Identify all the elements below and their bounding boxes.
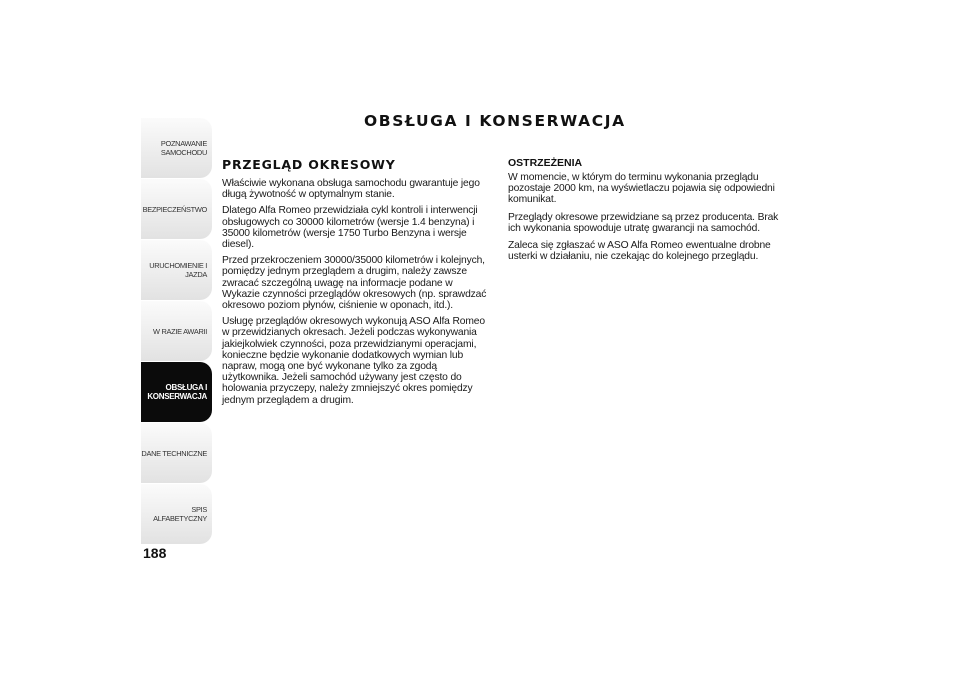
tab-uruchomienie-i-jazda[interactable] xyxy=(141,240,212,300)
paragraph: Dlatego Alfa Romeo przewidziała cykl kontroli i interwencji obsługowych co 30000 kilometrów (wersje 1.4 benzyna) i 35000 kilometrów (wersje 1750 Turbo Benzyna i wersje diesel). xyxy=(222,205,478,251)
tab-label: DANE TECHNICZNE xyxy=(141,448,207,458)
tab-label: OBSŁUGA I KONSERWACJA xyxy=(147,383,207,401)
maintenance-section xyxy=(222,157,492,411)
tab-label: POZNAWANIE SAMOCHODU xyxy=(160,139,207,157)
tab-dane-techniczne[interactable] xyxy=(141,423,212,483)
tab-label: SPIS ALFABETYCZNY xyxy=(153,505,207,523)
warning-heading: OSTRZEŻENIA xyxy=(508,157,583,169)
page-number: 188 xyxy=(143,545,167,561)
tab-label: BEZPIECZEŃSTWO xyxy=(142,204,207,214)
tab-label: URUCHOMIENIE I JAZDA xyxy=(149,261,207,279)
paragraph: Przed przekroczeniem 30000/35000 kilometrów i kolejnych, pomiędzy jednym przeglądem a drugim, należy zawsze zwracać szczególną uwagę na informacje podane w Wykazie czynności przeglądów okresowych (np. sprawdzać okresowo poziom płynów, ciśnienie w oponach, itd.). xyxy=(222,255,487,312)
warning-section xyxy=(508,157,784,268)
section-heading: PRZEGLĄD OKRESOWY xyxy=(222,157,396,172)
tab-spis-alfabetyczny[interactable] xyxy=(141,484,212,544)
tab-bezpieczenstwo[interactable] xyxy=(141,179,212,239)
tab-poznawanie-samochodu[interactable] xyxy=(141,118,212,178)
tab-w-razie-awarii[interactable] xyxy=(141,301,212,361)
warning-paragraph: W momencie, w którym do terminu wykonania przeglądu pozostaje 2000 km, na wyświetlaczu pojawia się odpowiedni komunikat. xyxy=(508,172,775,206)
tab-obsluga-i-konserwacja[interactable] xyxy=(141,362,212,422)
tab-label: W RAZIE AWARII xyxy=(153,326,207,336)
paragraph: Właściwie wykonana obsługa samochodu gwarantuje jego długą żywotność w optymalnym stanie. xyxy=(222,178,480,201)
warning-paragraph: Przeglądy okresowe przewidziane są przez producenta. Brak ich wykonania spowoduje utratę gwarancji na samochód. xyxy=(508,211,779,234)
page-title: OBSŁUGA I KONSERWACJA xyxy=(364,112,626,130)
paragraph: Usługę przeglądów okresowych wykonują ASO Alfa Romeo w przewidzianych okresach. Jeżeli podczas wykonywania jakiejkolwiek czynności, poza przewidzianymi operacjami, konieczne będzie wykonanie dodatkowych wymian lub napraw, mogą one być wykonane tylko za zgodą użytkownika. Jeżeli samochód używany jest często do holowania przyczepy, należy zmniejszyć okres pomiędzy jednym przeglądem a drugim. xyxy=(222,316,485,406)
warning-paragraph: Zaleca się zgłaszać w ASO Alfa Romeo ewentualne drobne usterki w działaniu, nie czekając do kolejnego przeglądu. xyxy=(508,240,771,263)
